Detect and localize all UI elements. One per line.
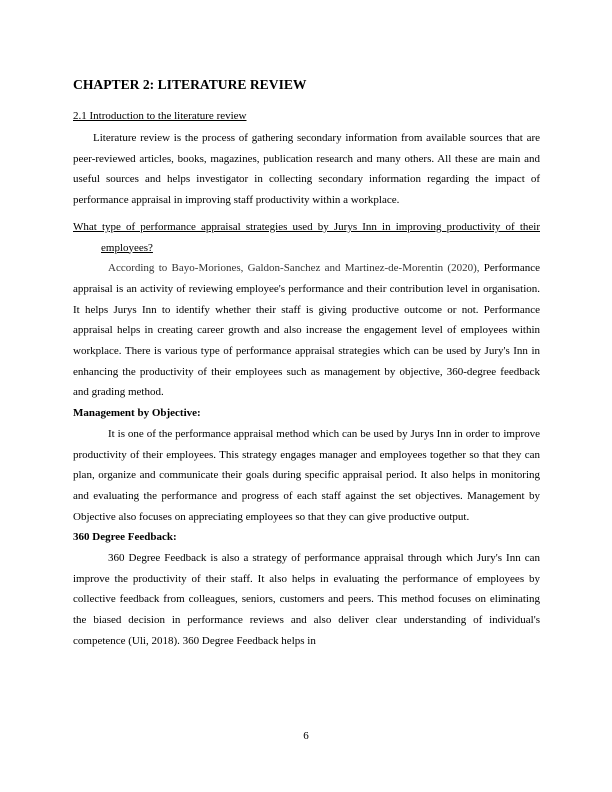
intro-paragraph: Literature review is the process of gathering secondary information from available sources that are peer-reviewed articles, books, magazines, publication research and many others. All these are main and useful sources and helps investigator in collecting secondary information regarding the impact of performance appraisal in improving staff productivity within a workplace.: [73, 132, 540, 207]
section-heading-introduction: 2.1 Introduction to the literature review: [73, 110, 247, 122]
mbo-paragraph: It is one of the performance appraisal method which can be used by Jurys Inn in order to improve productivity of their employees. This strategy engages manager and employees together so that they can plan, organize and communicate their goals during specific appraisal period. It also helps in monitoring and evaluating the performance and progress of each staff against the set objectives. Management by Objective also focuses on appreciating employees so that they can give productive output.: [73, 427, 540, 523]
chapter-title: CHAPTER 2: LITERATURE REVIEW: [73, 77, 307, 92]
citation-lead: According to Bayo-Moriones, Galdon-Sanchez and Martinez-de-Morentin (2020),: [108, 262, 480, 275]
mbo-heading: Management by Objective:: [73, 407, 201, 420]
page-number: 6: [303, 730, 309, 742]
performance-appraisal-text: Performance appraisal is an activity of reviewing employee's performance and their contribution level in organisation. It helps Jurys Inn to identify whether their staff is giving productive outcome or not. Performance appraisal helps in creating career growth and also increase the engagement level of employees within workplace. There is various type of performance appraisal strategies which can be used by Jury's Inn in enhancing the productivity of their employees such as management by objective, 360-degree feedback and grading method.: [73, 262, 540, 399]
page-content: [73, 76, 540, 652]
research-question: What type of performance appraisal strategies used by Jurys Inn in improving productivity of their employees?: [73, 220, 540, 254]
feedback-360-paragraph: 360 Degree Feedback is also a strategy of performance appraisal through which Jury's Inn can improve the productivity of their staff. It also helps in evaluating the performance of employees by collective feedback from colleagues, seniors, customers and peers. This method focuses on eliminating the biased decision in performance reviews and also deliver clear understanding of individual's competence (Uli, 2018). 360 Degree Feedback helps in: [73, 552, 540, 647]
performance-appraisal-paragraph: [73, 258, 540, 403]
feedback-360-heading: 360 Degree Feedback:: [73, 531, 177, 544]
